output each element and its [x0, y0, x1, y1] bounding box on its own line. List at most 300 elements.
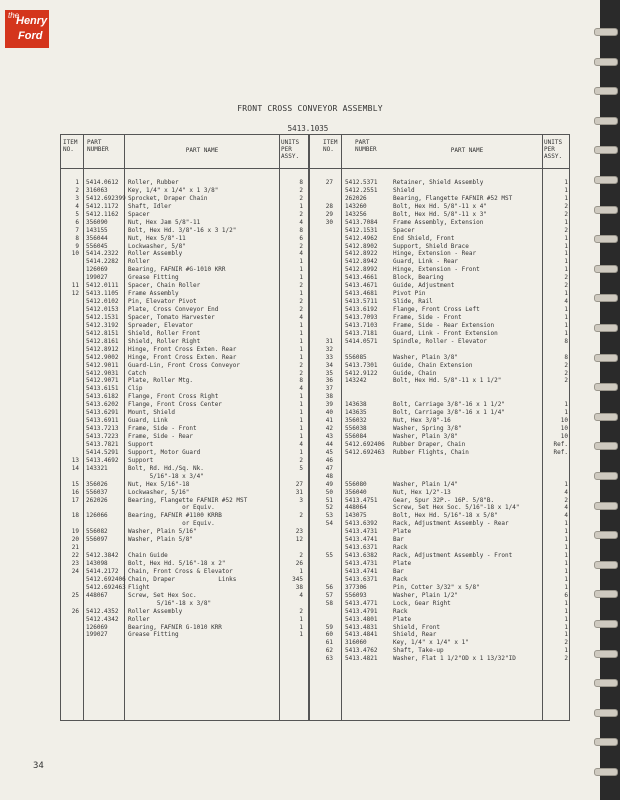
- quantity-cell: 4: [299, 218, 303, 226]
- part-number-cell: 143075: [345, 512, 367, 520]
- part-number-cell: 262026: [86, 496, 108, 504]
- part-number-cell: 5414.0571: [345, 337, 378, 345]
- item-cell: 6: [75, 218, 79, 226]
- part-name-cell: Shield, Front: [393, 623, 440, 631]
- item-cell: 24: [71, 567, 79, 575]
- table-row: [61, 354, 309, 362]
- part-name-cell: Spacer, Tomato Harvester: [128, 313, 215, 321]
- part-number-cell: 556037: [86, 488, 108, 496]
- quantity-cell: 1: [299, 433, 303, 440]
- table-row: [309, 219, 569, 227]
- quantity-cell: 1: [299, 202, 303, 210]
- quantity-cell: 1: [564, 560, 568, 567]
- binder-ring: [594, 738, 618, 746]
- part-number-cell: 5413.4671: [345, 282, 378, 290]
- part-number-cell: 5412.8161: [86, 337, 119, 345]
- quantity-cell: 2: [299, 186, 303, 194]
- part-number-cell: 5413.6382: [345, 552, 378, 560]
- quantity-cell: 1: [564, 266, 568, 274]
- part-name-cell: Pin, Cotter 3/32" x 5/8": [393, 583, 480, 591]
- quantity-cell: 23: [295, 528, 303, 536]
- part-number-cell: 5413.4731: [345, 560, 378, 567]
- table-row: [61, 330, 309, 338]
- part-name-cell: Bolt, Carriage 3/8"-16 x 1 1/2": [393, 401, 505, 409]
- quantity-cell: 4: [564, 504, 568, 512]
- table-row: [309, 600, 569, 608]
- part-name-cell: Washer, Plain 1/4": [393, 480, 459, 488]
- part-number-cell: 5413.5711: [345, 298, 378, 306]
- item-cell: 61: [325, 639, 333, 647]
- part-number-cell: 262026: [345, 194, 367, 202]
- part-number-cell: 556097: [86, 536, 108, 544]
- quantity-cell: 1: [564, 647, 568, 655]
- binder-ring: [594, 679, 618, 687]
- part-name-cell: Spacer: [128, 210, 150, 218]
- part-number-cell: 5412.8922: [345, 250, 378, 258]
- part-name-cell: Bearing, FAFNIR #G-1010 KRR: [128, 266, 226, 274]
- binder-ring: [594, 58, 618, 66]
- binder-ring: [594, 265, 618, 273]
- table-row: [61, 187, 309, 195]
- henry-ford-logo: [5, 10, 49, 48]
- table-row: [61, 346, 309, 354]
- part-name-cell: Support, Shield Brace: [393, 242, 469, 250]
- part-name-cell: Rack: [393, 544, 408, 552]
- table-row: [309, 441, 569, 449]
- part-number-cell: 5413.4681: [345, 290, 378, 298]
- table-row: [309, 211, 569, 219]
- part-number-cell: 5413.4801: [345, 615, 378, 623]
- quantity-cell: 2: [299, 298, 303, 306]
- table-row: [309, 290, 569, 298]
- assembly-number: 5413.1035: [268, 124, 348, 135]
- part-name-cell: Retainer, Shield Assembly: [393, 179, 484, 186]
- part-name-cell: Plate, Cross Conveyor End: [128, 306, 219, 313]
- quantity-cell: 1: [564, 321, 568, 329]
- part-number-cell: 556082: [86, 528, 108, 536]
- table-row: [309, 497, 569, 505]
- part-name-cell: or Equiv.: [128, 504, 215, 512]
- part-name-cell: Grease Fitting: [128, 274, 179, 282]
- table-row: [61, 274, 309, 282]
- item-cell: 58: [325, 599, 333, 607]
- table-row: [61, 298, 309, 306]
- part-name-cell: Grease Fitting: [128, 631, 179, 639]
- table-row: [309, 512, 569, 520]
- part-name-cell: Frame, Side - Rear: [128, 433, 194, 440]
- part-number-cell: 5413.6392: [345, 520, 378, 528]
- quantity-cell: 345: [292, 575, 303, 583]
- table-row: [309, 592, 569, 600]
- quantity-cell: 1: [564, 631, 568, 639]
- part-number-cell: 5414.2322: [86, 250, 119, 258]
- logo-line-2: Ford: [18, 30, 43, 42]
- item-cell: 14: [71, 464, 79, 472]
- binder-ring: [594, 413, 618, 421]
- binder-ring: [594, 709, 618, 717]
- part-name-cell: Flange, Front Cross Left: [393, 306, 480, 313]
- quantity-cell: 1: [299, 393, 303, 401]
- part-number-cell: 143242: [345, 377, 367, 385]
- part-number-cell: 5414.5291: [86, 448, 119, 456]
- header-item-left: ITEM NO.: [63, 139, 78, 153]
- part-number-cell: 556080: [345, 480, 367, 488]
- part-name-cell: or Equiv.: [128, 520, 215, 528]
- binder-ring: [594, 28, 618, 36]
- part-number-cell: 5412.2551: [345, 186, 378, 194]
- part-number-cell: 316060: [345, 639, 367, 647]
- quantity-cell: 31: [295, 488, 303, 496]
- table-row: [309, 465, 569, 473]
- item-cell: 5: [75, 210, 79, 218]
- part-name-cell: Chain Guide: [128, 552, 168, 560]
- item-cell: 36: [325, 377, 333, 385]
- part-name-cell: Roller Assembly: [128, 250, 183, 258]
- part-name-cell: Washer, Plain 5/16": [128, 528, 197, 536]
- quantity-cell: 8: [564, 353, 568, 361]
- table-row: [309, 631, 569, 639]
- quantity-cell: 1: [564, 528, 568, 536]
- quantity-cell: 10: [560, 417, 568, 425]
- item-cell: 20: [71, 536, 79, 544]
- part-number-cell: 5412.8151: [86, 329, 119, 337]
- quantity-cell: 4: [564, 512, 568, 520]
- table-row: [61, 568, 309, 576]
- quantity-cell: 8: [299, 179, 303, 186]
- table-row: [61, 393, 309, 401]
- quantity-cell: 1: [299, 401, 303, 409]
- table-row: [309, 417, 569, 425]
- binder-ring: [594, 472, 618, 480]
- part-number-cell: 5413.4661: [345, 274, 378, 282]
- part-name-cell: Shield, Roller Right: [128, 337, 201, 345]
- part-name-cell: Plate: [393, 528, 412, 536]
- part-name-cell: Bolt, Hex Hd. 5/16"-18 x 2": [128, 560, 226, 567]
- part-number-cell: 356032: [345, 417, 367, 425]
- quantity-cell: 38: [295, 583, 303, 591]
- quantity-cell: 1: [564, 520, 568, 528]
- quantity-cell: 2: [564, 369, 568, 377]
- part-name-cell: Washer, Plain 5/8": [128, 536, 194, 544]
- item-cell: 11: [71, 282, 79, 290]
- item-cell: 42: [325, 425, 333, 433]
- quantity-cell: 27: [295, 480, 303, 488]
- table-row: [309, 346, 569, 354]
- table-row: [61, 497, 309, 505]
- logo-the: the: [8, 11, 20, 20]
- part-name-cell: Hinge, Extension - Front: [393, 266, 480, 274]
- part-name-cell: Bolt, Hex Hd. 5/16"-18 x 5/8": [393, 512, 498, 520]
- table-row: [61, 576, 309, 584]
- table-row: [61, 306, 309, 314]
- part-name-cell: Nut, Hex 1/2"-13: [393, 488, 451, 496]
- quantity-cell: 1: [564, 329, 568, 337]
- quantity-cell: 2: [299, 210, 303, 218]
- quantity-cell: 1: [299, 321, 303, 329]
- part-name-cell: Support: [128, 440, 154, 448]
- part-name-cell: Bearing, Flangette FAFNIR #52 MST: [393, 194, 513, 202]
- part-number-cell: 556084: [345, 433, 367, 440]
- part-number-cell: 5412.0153: [86, 306, 119, 313]
- part-name-cell: Spacer: [393, 226, 415, 234]
- table-row: [61, 512, 309, 520]
- part-number-cell: 126069: [86, 266, 108, 274]
- table-row: [61, 195, 309, 203]
- part-name-cell: Sprocket, Draper Chain: [128, 194, 208, 202]
- part-number-cell: 5412.9011: [86, 361, 119, 369]
- part-name-cell: Clip: [128, 385, 143, 393]
- part-name-cell: Hinge, Front Cross Exten. Rear: [128, 353, 237, 361]
- item-cell: 39: [325, 401, 333, 409]
- item-cell: 51: [325, 496, 333, 504]
- part-name-cell: Rack, Adjustment Assembly - Front: [393, 552, 513, 560]
- quantity-cell: 2: [299, 456, 303, 464]
- item-cell: 63: [325, 655, 333, 663]
- part-name-cell: Bearing, FAFNIR #1100 KRRB: [128, 512, 222, 520]
- table-row: [61, 362, 309, 370]
- quantity-cell: 2: [299, 369, 303, 377]
- part-number-cell: 5413.6192: [345, 306, 378, 313]
- part-number-cell: 5412.692406: [345, 440, 385, 448]
- item-cell: 44: [325, 440, 333, 448]
- part-name-cell: Guide, Chain Extension: [393, 361, 473, 369]
- item-cell: 12: [71, 290, 79, 298]
- part-name-cell: Rack: [393, 575, 408, 583]
- quantity-cell: 1: [564, 536, 568, 544]
- table-row: [61, 473, 309, 481]
- item-cell: 49: [325, 480, 333, 488]
- table-row: [309, 258, 569, 266]
- quantity-cell: 4: [299, 385, 303, 393]
- part-number-cell: 5412.0102: [86, 298, 119, 306]
- quantity-cell: 4: [299, 591, 303, 599]
- table-row: [309, 377, 569, 385]
- table-row: [309, 544, 569, 552]
- quantity-cell: 2: [564, 226, 568, 234]
- part-number-cell: 5413.4692: [86, 456, 119, 464]
- part-name-cell: Spindle, Roller - Elevator: [393, 337, 487, 345]
- item-cell: 37: [325, 385, 333, 393]
- table-row: [61, 227, 309, 235]
- part-name-cell: Guard-Lin, Front Cross Conveyor: [128, 361, 240, 369]
- logo-line-1: Henry: [16, 15, 48, 27]
- part-number-cell: 5413.4841: [345, 631, 378, 639]
- binder-ring: [594, 561, 618, 569]
- table-row: [309, 528, 569, 536]
- quantity-cell: 1: [564, 242, 568, 250]
- table-row: [309, 393, 569, 401]
- table-row: [61, 417, 309, 425]
- item-cell: 28: [325, 202, 333, 210]
- quantity-cell: 1: [564, 409, 568, 417]
- table-row: [309, 449, 569, 457]
- part-name-cell: Spreader, Elevator: [128, 321, 194, 329]
- binder-ring: [594, 650, 618, 658]
- part-number-cell: 5412.9122: [345, 369, 378, 377]
- table-row: [309, 179, 569, 187]
- quantity-cell: 1: [564, 179, 568, 186]
- part-number-cell: 5413.4731: [345, 528, 378, 536]
- table-row: [309, 370, 569, 378]
- table-row: [61, 433, 309, 441]
- quantity-cell: 1: [299, 266, 303, 274]
- table-row: [61, 235, 309, 243]
- part-name-cell: Bolt, Rd. Hd./Sq. Nk.: [128, 464, 204, 472]
- item-cell: 32: [325, 345, 333, 353]
- part-name-cell: Bolt, Carriage 3/8"-16 x 1 1/4": [393, 409, 505, 417]
- table-row: [61, 616, 309, 624]
- quantity-cell: 2: [564, 361, 568, 369]
- page-number: 34: [33, 761, 44, 771]
- part-name-cell: Frame, Side - Front: [128, 425, 197, 433]
- part-name-cell: Washer, Flat 1 1/2"OD x 1 13/32"ID: [393, 655, 516, 663]
- quantity-cell: 4: [299, 313, 303, 321]
- table-row: [61, 258, 309, 266]
- table-row: [309, 552, 569, 560]
- part-number-cell: 5413.4831: [345, 623, 378, 631]
- table-row: [309, 362, 569, 370]
- part-name-cell: Gear, Spur 32P.- 16P. 5/8"B.: [393, 496, 495, 504]
- part-name-cell: Support: [128, 456, 154, 464]
- quantity-cell: 8: [299, 226, 303, 234]
- table-row: [309, 647, 569, 655]
- quantity-cell: 1: [564, 615, 568, 623]
- item-cell: 16: [71, 488, 79, 496]
- table-row: [61, 520, 309, 528]
- quantity-cell: 2: [299, 194, 303, 202]
- part-number-cell: 5413.7093: [345, 313, 378, 321]
- part-name-cell: Nut, Hex 5/8"-11: [128, 234, 186, 242]
- table-row: [309, 608, 569, 616]
- binder-ring: [594, 206, 618, 214]
- part-number-cell: 199027: [86, 631, 108, 639]
- part-name-cell: Hinge, Front Cross Exten. Rear: [128, 345, 237, 353]
- table-row: [61, 377, 309, 385]
- table-row: [61, 219, 309, 227]
- binder-ring: [594, 354, 618, 362]
- table-row: [309, 481, 569, 489]
- table-row: [309, 655, 569, 663]
- item-cell: 31: [325, 337, 333, 345]
- page-title: FRONT CROSS CONVEYOR ASSEMBLY: [237, 104, 383, 113]
- part-number-cell: 5412.8902: [345, 242, 378, 250]
- part-number-cell: 5413.4741: [345, 536, 378, 544]
- part-number-cell: 5412.692406: [86, 575, 126, 583]
- quantity-cell: 1: [299, 337, 303, 345]
- quantity-cell: 1: [299, 290, 303, 298]
- table-row: [309, 330, 569, 338]
- quantity-cell: 8: [564, 337, 568, 345]
- table-row: [309, 235, 569, 243]
- table-row: [309, 576, 569, 584]
- item-cell: 17: [71, 496, 79, 504]
- part-number-cell: 5414.0612: [86, 179, 119, 186]
- header-part-right: PART NUMBER: [355, 139, 377, 153]
- binder-ring: [594, 87, 618, 95]
- quantity-cell: 1: [564, 306, 568, 313]
- item-cell: 59: [325, 623, 333, 631]
- table-row: [61, 536, 309, 544]
- part-number-cell: 5413.6151: [86, 385, 119, 393]
- quantity-cell: 1: [299, 329, 303, 337]
- part-name-cell: Shield, Rear: [393, 631, 437, 639]
- table-row: [309, 282, 569, 290]
- item-cell: 35: [325, 369, 333, 377]
- item-cell: 19: [71, 528, 79, 536]
- part-number-cell: 356040: [345, 488, 367, 496]
- table-row: [309, 560, 569, 568]
- part-name-cell: Mount, Shield: [128, 409, 175, 417]
- quantity-cell: 6: [564, 591, 568, 599]
- part-number-cell: 5412.1531: [86, 313, 119, 321]
- quantity-cell: 1: [299, 623, 303, 631]
- table-row: [309, 639, 569, 647]
- part-number-cell: 5412.4342: [86, 615, 119, 623]
- part-number-cell: 356090: [86, 218, 108, 226]
- part-name-cell: Nut, Hex 5/16"-18: [128, 480, 190, 488]
- item-cell: 8: [75, 234, 79, 242]
- quantity-cell: 2: [299, 512, 303, 520]
- item-cell: 55: [325, 552, 333, 560]
- table-row: [309, 227, 569, 235]
- item-cell: 1: [75, 179, 79, 186]
- table-row: [309, 338, 569, 346]
- table-row: [61, 425, 309, 433]
- table-row: [309, 457, 569, 465]
- quantity-cell: 2: [564, 274, 568, 282]
- table-row: [309, 504, 569, 512]
- part-number-cell: 5412.1172: [86, 202, 119, 210]
- part-number-cell: 5414.2282: [86, 258, 119, 266]
- table-row: [309, 473, 569, 481]
- table-row: [309, 298, 569, 306]
- part-name-cell: Support, Motor Guard: [128, 448, 201, 456]
- part-number-cell: 5412.8912: [86, 345, 119, 353]
- item-cell: 38: [325, 393, 333, 401]
- part-number-cell: 5412.692463: [345, 448, 385, 456]
- table-row: [309, 203, 569, 211]
- part-number-cell: 143260: [345, 202, 367, 210]
- quantity-cell: 1: [299, 448, 303, 456]
- quantity-cell: 3: [299, 496, 303, 504]
- table-row: [61, 608, 309, 616]
- part-number-cell: 5412.4352: [86, 607, 119, 615]
- part-name-cell: Bearing, FAFNIR G-1010 KRR: [128, 623, 222, 631]
- part-number-cell: 377306: [345, 583, 367, 591]
- part-number-cell: 5413.6182: [86, 393, 119, 401]
- right-column-rows: [309, 179, 569, 663]
- quantity-cell: Ref.: [553, 440, 568, 448]
- item-cell: 48: [325, 472, 333, 480]
- table-row: [309, 266, 569, 274]
- left-column-rows: [61, 179, 309, 639]
- quantity-cell: 1: [564, 623, 568, 631]
- part-name-cell: Chain, Front Cross & Elevator: [128, 567, 233, 575]
- quantity-cell: 2: [564, 210, 568, 218]
- part-number-cell: 5413.4762: [345, 647, 378, 655]
- table-row: [61, 449, 309, 457]
- table-row: [61, 489, 309, 497]
- table-row: [61, 441, 309, 449]
- part-number-cell: 5413.6291: [86, 409, 119, 417]
- table-row: [61, 203, 309, 211]
- item-cell: 21: [71, 544, 79, 552]
- table-row: [309, 314, 569, 322]
- part-number-cell: 5412.9031: [86, 369, 119, 377]
- part-name-cell: Washer, Plain 3/8": [393, 353, 459, 361]
- part-name-cell: Bolt, Hex Hd. 5/8"-11 x 4": [393, 202, 487, 210]
- item-cell: 9: [75, 242, 79, 250]
